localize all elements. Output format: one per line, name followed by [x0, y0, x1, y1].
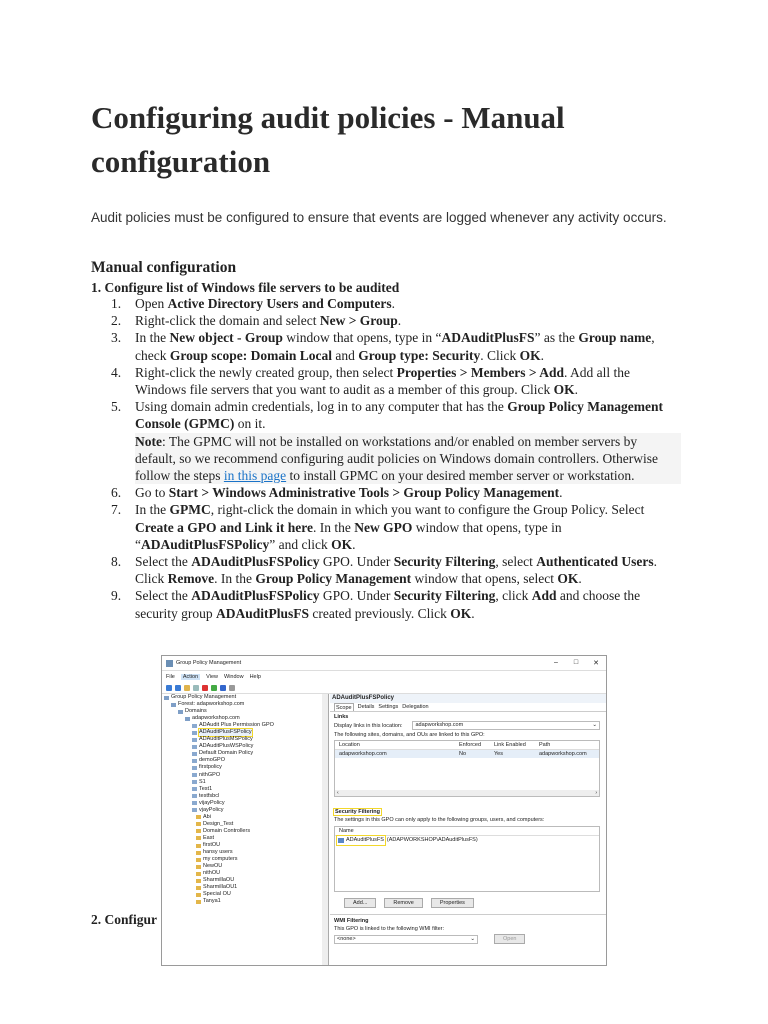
step-text: Right-click the domain and select New > Group. — [135, 313, 402, 329]
tree-scrollbar[interactable] — [322, 694, 328, 965]
tree-node-label: S1 — [199, 778, 206, 785]
horizontal-scrollbar[interactable]: ‹ › — [337, 790, 597, 796]
tree-node-label: SharmillaOU — [203, 877, 235, 884]
install-gpmc-link[interactable]: in this page — [223, 468, 287, 484]
tree-node[interactable] — [162, 870, 328, 877]
security-filtering-text: The settings in this GPO can only apply to the following groups, users, and computers: — [334, 817, 545, 823]
tree-node-label: ADAuditPlusFSPolicy — [199, 729, 252, 736]
tree-node[interactable] — [162, 842, 328, 849]
tree-node[interactable] — [162, 786, 328, 793]
security-table — [334, 826, 600, 892]
tree-node-label: firstpolicy — [199, 764, 222, 771]
section-title: Manual configuration — [91, 259, 237, 276]
note-box: Note: The GPMC will not be installed on workstations and/or enabled on member servers by default, so we recommend configuring audit policies on Windows domain controllers. Otherwise follow the steps in this page to install GPMC on your desired member server or workstation. — [135, 433, 681, 485]
step-text: Select the ADAuditPlusFSPolicy GPO. Under Security Filtering, click Add and choose the security group ADAuditPlusFS created previously. Click OK. — [135, 588, 641, 621]
tree-node[interactable] — [162, 835, 328, 842]
tree-node[interactable] — [162, 772, 328, 779]
menu-file[interactable]: File — [166, 673, 175, 680]
folder-icon — [196, 879, 201, 883]
folder-icon — [196, 851, 201, 855]
tab-scope[interactable]: Scope — [336, 705, 352, 711]
close-icon[interactable]: ✕ — [593, 660, 599, 667]
tree-node[interactable] — [162, 764, 328, 771]
tree-node[interactable] — [162, 800, 328, 807]
properties-button[interactable]: Properties — [431, 898, 474, 908]
tree-node-label: Forest: adapworkshop.com — [178, 701, 245, 708]
gpo-icon — [192, 759, 197, 763]
table-cell: adapworkshop.com — [339, 751, 387, 757]
step-number: 8. — [111, 554, 122, 570]
tree-node[interactable] — [162, 701, 328, 708]
tree-node[interactable] — [162, 722, 328, 729]
step-number: 4. — [111, 364, 122, 380]
folder-icon — [196, 822, 201, 826]
table-cell: Yes — [494, 751, 503, 757]
tree-node[interactable] — [162, 849, 328, 856]
remove-button[interactable]: Remove — [384, 898, 422, 908]
links-table — [334, 740, 600, 797]
step-number: 2. — [111, 313, 122, 329]
step-number: 3. — [111, 330, 122, 346]
gpo-icon — [178, 710, 183, 714]
gpo-icon — [192, 752, 197, 756]
gpo-icon — [164, 696, 169, 700]
security-filtering-label: Security Filtering — [335, 809, 380, 815]
tree-node-label: NewOU — [203, 863, 223, 870]
linked-text: The following sites, domains, and OUs are linked to this GPO: — [334, 732, 485, 738]
refresh-icon[interactable] — [211, 685, 217, 691]
step-text: Select the ADAuditPlusFSPolicy GPO. Under Security Filtering, select Authenticated Users. Click Remove. In the Group Policy Management window that opens, select OK. — [135, 554, 657, 587]
wmi-filter-dropdown[interactable] — [334, 935, 478, 944]
column-header[interactable]: Link Enabled — [494, 742, 526, 748]
column-header[interactable]: Location — [339, 742, 360, 748]
step-number: 9. — [111, 588, 122, 604]
tab-delegation[interactable]: Delegation — [402, 704, 429, 710]
console-tree — [162, 694, 329, 965]
maximize-icon[interactable]: □ — [573, 659, 579, 666]
step-item — [91, 312, 681, 329]
menu-view[interactable]: View — [206, 673, 218, 680]
tree-node[interactable] — [162, 757, 328, 764]
tree-node[interactable] — [162, 793, 328, 800]
tabs — [330, 703, 606, 712]
table-cell: No — [459, 751, 467, 757]
wmi-text: This GPO is linked to the following WMI filter: — [334, 926, 445, 932]
gpo-icon — [192, 738, 197, 742]
step-text: In the GPMC, right-click the domain in which you want to configure the Group Policy. Select Create a GPO and Link it here. In the New GPO window that opens, type in “ADAuditPlusFSPolicy” and click OK. — [135, 502, 645, 552]
gpmc-screenshot — [161, 655, 607, 966]
tree-node[interactable] — [162, 715, 328, 722]
tree-node-label: demoGPO — [199, 757, 225, 764]
table-cell: adapworkshop.com — [539, 751, 587, 757]
column-header[interactable]: Path — [539, 742, 551, 748]
tree-node-label: Domain Controllers — [203, 827, 251, 834]
menu-bar — [162, 671, 606, 682]
policy-name: ADAuditPlusFSPolicy — [330, 694, 606, 703]
menu-window[interactable]: Window — [224, 673, 244, 680]
step2-title: 2. Configur — [91, 912, 158, 927]
folder-icon — [196, 815, 201, 819]
step-number: 6. — [111, 485, 122, 501]
links-label: Links — [334, 714, 349, 720]
tree-node-label: Domains — [185, 708, 207, 715]
tree-node[interactable] — [162, 877, 328, 884]
step-number: 5. — [111, 399, 122, 415]
wmi-filtering-label: WMI Filtering — [334, 918, 369, 924]
display-links-dropdown[interactable] — [412, 721, 600, 730]
tree-node-label: Design_Test — [203, 820, 234, 827]
gpo-icon — [192, 773, 197, 777]
step-item — [91, 553, 681, 587]
tree-node-label: my computers — [203, 856, 238, 863]
gpmc-app-icon — [166, 660, 173, 667]
step-item — [91, 501, 681, 553]
tree-node-label: ADAuditPlusMSPolicy — [199, 736, 253, 743]
step-item — [91, 484, 681, 501]
tree-node[interactable] — [162, 779, 328, 786]
note-label: Note — [135, 433, 162, 449]
tree-node[interactable] — [162, 828, 328, 835]
column-header[interactable]: Enforced — [459, 742, 482, 748]
group-name: ADAuditPlusFS — [346, 837, 384, 843]
tree-node[interactable] — [162, 891, 328, 898]
table-row[interactable] — [335, 836, 599, 845]
wmi-value: <none> — [337, 935, 356, 942]
tree-node-label: nithGPO — [199, 771, 221, 778]
tree-node[interactable] — [162, 708, 328, 715]
folder-icon — [196, 836, 201, 840]
table-row[interactable] — [335, 750, 599, 758]
tree-node[interactable] — [162, 898, 328, 905]
step-text: In the New object - Group window that opens, type in “ADAuditPlusFS” as the Group name, check Group scope: Domain Local and Group type: Security. Click OK. — [135, 330, 655, 363]
tree-node-label: Group Policy Management — [171, 694, 237, 700]
step-item — [91, 295, 681, 312]
tree-node[interactable] — [162, 856, 328, 863]
step-text: Using domain admin credentials, log in to any computer that has the Group Policy Management Console (GPMC) on it. — [135, 399, 664, 432]
tree-node[interactable] — [162, 729, 328, 736]
folder-icon — [196, 872, 201, 876]
folder-icon — [196, 829, 201, 833]
gpo-icon — [192, 794, 197, 798]
tree-node-label: firstOU — [203, 841, 221, 848]
folder-icon — [196, 900, 201, 904]
details-pane — [330, 694, 606, 965]
tree-node-label: Abi — [203, 813, 211, 820]
minimize-icon[interactable]: – — [554, 659, 558, 666]
step-number: 1. — [111, 296, 122, 311]
tree-node[interactable] — [162, 814, 328, 821]
step-number: 7. — [111, 502, 122, 518]
menu-action[interactable]: Action — [182, 673, 199, 680]
folder-icon — [196, 886, 201, 890]
tree-node[interactable] — [162, 694, 328, 701]
view-icon[interactable] — [193, 685, 199, 691]
tree-node[interactable] — [162, 821, 328, 828]
gpo-icon — [192, 724, 197, 728]
gpo-icon — [192, 731, 197, 735]
tab-settings[interactable]: Settings — [378, 704, 399, 710]
gpo-icon — [171, 703, 176, 707]
forward-icon[interactable] — [175, 685, 181, 691]
tree-node-label: Default Domain Policy — [199, 750, 254, 757]
tree-node-label: vijayPolicy — [199, 799, 225, 806]
intro-paragraph: Audit policies must be configured to ensure that events are logged whenever any activity occurs. — [91, 210, 667, 225]
step1-title: 1. Configure list of Windows file servers to be audited — [91, 280, 400, 295]
tab-details[interactable]: Details — [357, 704, 375, 710]
step-item — [91, 329, 681, 363]
folder-icon — [196, 844, 201, 848]
tree-node-label: Tanya1 — [203, 898, 221, 905]
gpo-icon — [185, 717, 190, 721]
folder-icon — [196, 893, 201, 897]
tree-node-label: Test1 — [199, 785, 213, 792]
group-path: (ADAPWORKSHOP\ADAuditPlusFS) — [386, 837, 478, 843]
tree-node-label: SharmillaOU1 — [203, 884, 238, 891]
folder-icon — [196, 865, 201, 869]
step-item — [91, 398, 681, 484]
help-icon[interactable] — [220, 685, 226, 691]
gpo-icon — [192, 745, 197, 749]
step-item — [91, 587, 681, 621]
delete-icon[interactable] — [202, 685, 208, 691]
tree-node-label: nithOU — [203, 870, 221, 877]
tree-node[interactable] — [162, 863, 328, 870]
tree-node[interactable] — [162, 807, 328, 814]
page-title: Configuring audit policies - Manual configuration — [91, 100, 565, 179]
window-titlebar — [162, 656, 606, 671]
tree-node[interactable] — [162, 884, 328, 891]
step-item — [91, 364, 681, 398]
group-icon — [338, 838, 344, 843]
tree-node-label: testfsbcl — [199, 792, 220, 799]
folder-icon[interactable] — [184, 685, 190, 691]
display-links-value: adapworkshop.com — [415, 722, 464, 728]
add-button[interactable]: Add... — [344, 898, 376, 908]
tree-node-label: East — [203, 834, 215, 841]
window-title: Group Policy Management — [176, 660, 242, 666]
tree-node-label: vjayPolicy — [199, 806, 224, 813]
tree-node-label: ADAuditPlusWSPolicy — [199, 743, 254, 750]
display-links-label: Display links in this location: — [334, 722, 403, 729]
properties-icon[interactable] — [229, 685, 235, 691]
tree-node[interactable] — [162, 743, 328, 750]
gpo-icon — [192, 766, 197, 770]
steps-list — [91, 295, 681, 622]
gpo-icon — [192, 808, 197, 812]
chevron-down-icon: ⌄ — [592, 722, 597, 728]
tree-node[interactable] — [162, 736, 328, 743]
tree-node[interactable] — [162, 750, 328, 757]
gpo-icon — [192, 801, 197, 805]
step-text: Go to Start > Windows Administrative Tools > Group Policy Management. — [135, 485, 563, 501]
tree-node-label: ADAudit Plus Permission GPO — [199, 722, 274, 729]
back-icon[interactable] — [166, 685, 172, 691]
tree-node-label: adapworkshop.com — [192, 715, 240, 722]
name-column-header: Name — [335, 827, 599, 836]
tree-node-label: hansy users — [203, 849, 233, 856]
folder-icon — [196, 858, 201, 862]
gpo-icon — [192, 787, 197, 791]
open-button[interactable]: Open — [494, 934, 525, 944]
tree-node-label: Special OU — [203, 891, 231, 898]
step-text: Right-click the newly created group, then select Properties > Members > Add. Add all the Windows file servers that you want to audit as a member of this group. Click OK. — [135, 364, 631, 398]
toolbar — [162, 682, 606, 694]
chevron-down-icon: ⌄ — [470, 935, 475, 942]
step-text: Open Active Directory Users and Computers. — [135, 296, 395, 311]
menu-help[interactable]: Help — [249, 673, 261, 680]
gpo-icon — [192, 780, 197, 784]
